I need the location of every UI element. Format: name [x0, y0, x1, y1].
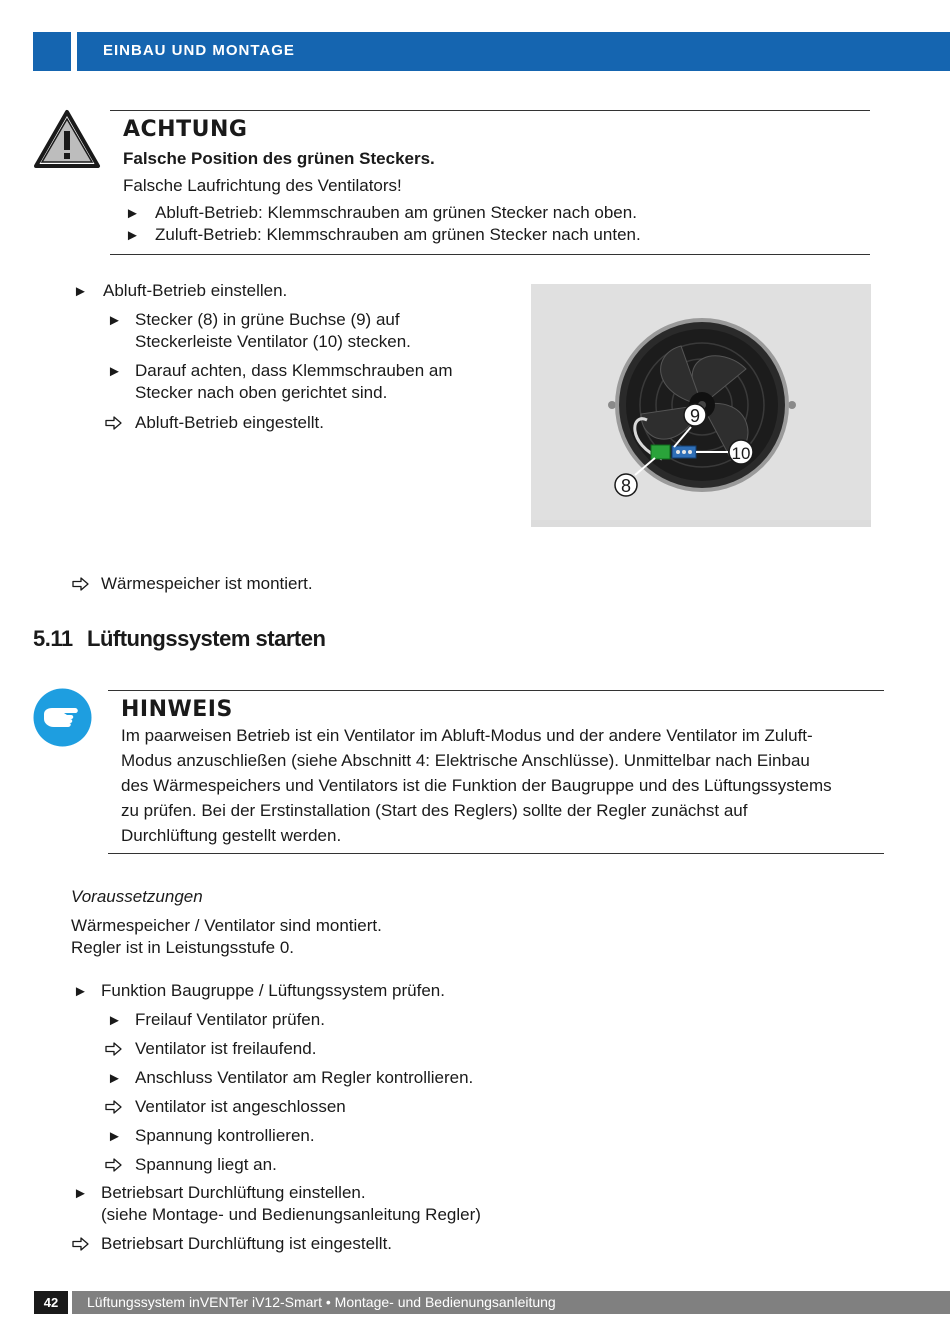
note-line: Im paarweisen Betrieb ist ein Ventilator im Abluft-Modus und der andere Ventilator im Zuluft- [121, 726, 813, 745]
note-line: Durchlüftung gestellt werden. [121, 826, 342, 845]
fan-photo [531, 284, 871, 527]
section-number: 5.11 [33, 626, 73, 651]
final-result: Wärmespeicher ist montiert. [101, 574, 313, 593]
section-title: Lüftungssystem starten [87, 626, 326, 651]
note-bottom-rule [108, 853, 884, 854]
step2-result-1: Ventilator ist freilaufend. [135, 1039, 317, 1058]
arrow-right-icon: ► [125, 227, 140, 244]
prereq-line-1: Wärmespeicher / Ventilator sind montiert. [71, 916, 382, 935]
result-arrow-icon [72, 1237, 90, 1251]
page-number: 42 [34, 1291, 68, 1314]
arrow-right-icon: ► [107, 1012, 122, 1029]
arrow-right-icon: ► [125, 205, 140, 222]
footer-text: Lüftungssystem inVENTer iV12-Smart • Montage- und Bedienungsanleitung [87, 1294, 556, 1310]
arrow-right-icon: ► [107, 312, 122, 329]
header-section-title: EINBAU UND MONTAGE [103, 42, 295, 59]
result-arrow-icon [105, 1042, 123, 1056]
warning-item-2: Zuluft-Betrieb: Klemmschrauben am grünen Stecker nach unten. [155, 225, 641, 244]
pointing-hand-icon [33, 688, 92, 747]
note-body [121, 723, 886, 848]
warning-line: Falsche Laufrichtung des Ventilators! [123, 176, 402, 195]
warning-top-rule [110, 110, 870, 111]
note-title: HINWEIS [121, 697, 233, 722]
warning-bold-line: Falsche Position des grünen Steckers. [123, 149, 435, 168]
callout-9: 9 [689, 406, 701, 426]
step2-result-3: Spannung liegt an. [135, 1155, 277, 1174]
warning-triangle-icon [33, 109, 101, 169]
warning-bottom-rule [110, 254, 870, 255]
fan-illustration [531, 284, 871, 527]
step-result: Abluft-Betrieb eingestellt. [135, 413, 324, 432]
arrow-right-icon: ► [73, 1185, 88, 1202]
arrow-right-icon: ► [107, 363, 122, 380]
note-line: Modus anzuschließen (siehe Abschnitt 4: Elektrische Anschlüsse). Unmittelbar nach Einbau [121, 751, 810, 770]
prereq-line-2: Regler ist in Leistungsstufe 0. [71, 938, 295, 957]
step-sub-2-line-1: Darauf achten, dass Klemmschrauben am [135, 361, 453, 380]
step2-sub-3: Spannung kontrollieren. [135, 1126, 315, 1145]
result-arrow-icon [72, 577, 90, 591]
step2-main: Funktion Baugruppe / Lüftungssystem prüfen. [101, 981, 445, 1000]
callout-8: 8 [620, 476, 632, 496]
result-arrow-icon [105, 1158, 123, 1172]
arrow-right-icon: ► [107, 1128, 122, 1145]
step-sub-1-line-2: Steckerleiste Ventilator (10) stecken. [135, 332, 411, 351]
step2-sub-2: Anschluss Ventilator am Regler kontrollieren. [135, 1068, 474, 1087]
warning-title: ACHTUNG [123, 117, 248, 142]
result-arrow-icon [105, 1100, 123, 1114]
note-top-rule [108, 690, 884, 691]
arrow-right-icon: ► [107, 1070, 122, 1087]
result-arrow-icon [105, 416, 123, 430]
step-main: Abluft-Betrieb einstellen. [103, 281, 288, 300]
arrow-right-icon: ► [73, 283, 88, 300]
step2-result-2: Ventilator ist angeschlossen [135, 1097, 346, 1116]
step-sub-2-line-2: Stecker nach oben gerichtet sind. [135, 383, 388, 402]
note-line: des Wärmespeichers und Ventilators ist die Funktion der Baugruppe und des Lüftungssystems [121, 776, 832, 795]
arrow-right-icon: ► [73, 983, 88, 1000]
step2-main-2-line-1: Betriebsart Durchlüftung einstellen. [101, 1183, 366, 1202]
header-accent-block [33, 32, 71, 71]
prereq-label: Voraussetzungen [71, 887, 203, 906]
note-line: zu prüfen. Bei der Erstinstallation (Start des Reglers) sollte der Regler zunächst auf [121, 801, 748, 820]
step2-final-result: Betriebsart Durchlüftung ist eingestellt. [101, 1234, 393, 1253]
callout-10: 10 [731, 444, 751, 463]
step2-sub-1: Freilauf Ventilator prüfen. [135, 1010, 325, 1029]
step-sub-1-line-1: Stecker (8) in grüne Buchse (9) auf [135, 310, 400, 329]
step2-main-2-line-2: (siehe Montage- und Bedienungsanleitung Regler) [101, 1205, 481, 1224]
warning-item-1: Abluft-Betrieb: Klemmschrauben am grünen Stecker nach oben. [155, 203, 637, 222]
